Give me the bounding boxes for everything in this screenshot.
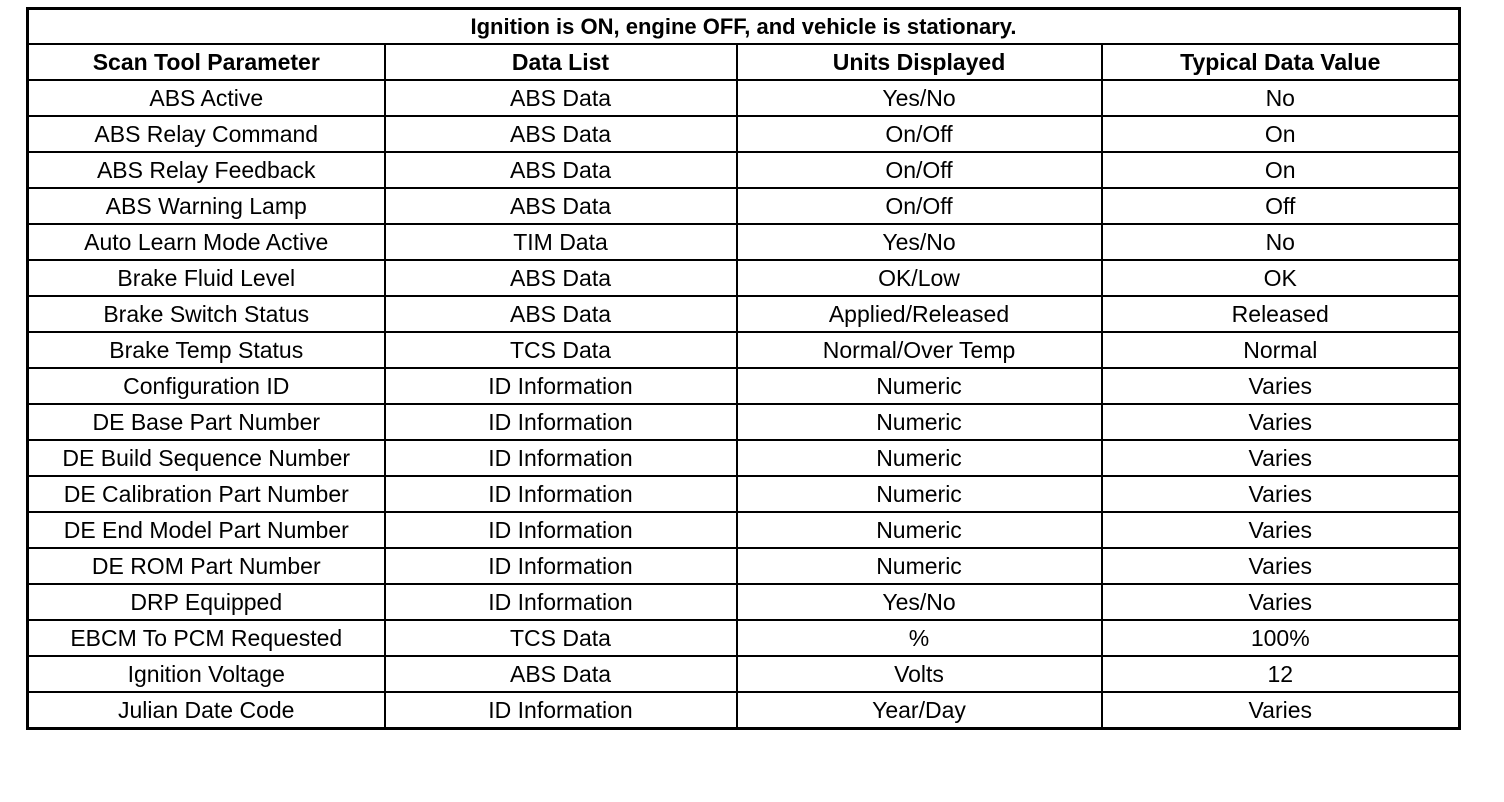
cell-units: On/Off	[737, 116, 1102, 152]
cell-data-list: ID Information	[385, 512, 737, 548]
cell-parameter: DE Base Part Number	[28, 404, 385, 440]
cell-units: Yes/No	[737, 224, 1102, 260]
cell-units: %	[737, 620, 1102, 656]
cell-parameter: ABS Active	[28, 80, 385, 116]
cell-typical-value: Released	[1102, 296, 1460, 332]
table-row	[28, 656, 1460, 692]
cell-parameter: Brake Temp Status	[28, 332, 385, 368]
header-typical-data-value: Typical Data Value	[1102, 44, 1460, 80]
cell-data-list: ID Information	[385, 692, 737, 729]
cell-typical-value: Varies	[1102, 584, 1460, 620]
cell-typical-value: OK	[1102, 260, 1460, 296]
cell-data-list: ID Information	[385, 368, 737, 404]
table-row	[28, 296, 1460, 332]
table-row	[28, 692, 1460, 729]
cell-units: Numeric	[737, 404, 1102, 440]
table-row	[28, 188, 1460, 224]
cell-typical-value: No	[1102, 224, 1460, 260]
cell-typical-value: On	[1102, 116, 1460, 152]
cell-typical-value: On	[1102, 152, 1460, 188]
cell-data-list: ABS Data	[385, 80, 737, 116]
table-row	[28, 404, 1460, 440]
cell-parameter: DE End Model Part Number	[28, 512, 385, 548]
cell-data-list: TCS Data	[385, 620, 737, 656]
scan-tool-data-table	[26, 7, 1461, 730]
cell-parameter: Configuration ID	[28, 368, 385, 404]
cell-typical-value: Varies	[1102, 476, 1460, 512]
table-caption: Ignition is ON, engine OFF, and vehicle is stationary.	[28, 9, 1460, 45]
cell-parameter: DE Build Sequence Number	[28, 440, 385, 476]
cell-units: Normal/Over Temp	[737, 332, 1102, 368]
cell-typical-value: No	[1102, 80, 1460, 116]
table-row	[28, 584, 1460, 620]
cell-typical-value: Varies	[1102, 368, 1460, 404]
cell-units: Applied/Released	[737, 296, 1102, 332]
cell-typical-value: Varies	[1102, 692, 1460, 729]
cell-units: Yes/No	[737, 584, 1102, 620]
cell-data-list: ID Information	[385, 584, 737, 620]
table-caption-row	[28, 9, 1460, 45]
cell-data-list: ABS Data	[385, 152, 737, 188]
header-units-displayed: Units Displayed	[737, 44, 1102, 80]
cell-typical-value: Varies	[1102, 404, 1460, 440]
table-row	[28, 512, 1460, 548]
table-row	[28, 332, 1460, 368]
table-row	[28, 116, 1460, 152]
cell-typical-value: Varies	[1102, 548, 1460, 584]
cell-parameter: DE ROM Part Number	[28, 548, 385, 584]
cell-units: Numeric	[737, 476, 1102, 512]
cell-data-list: ABS Data	[385, 296, 737, 332]
cell-units: Yes/No	[737, 80, 1102, 116]
cell-units: Numeric	[737, 548, 1102, 584]
cell-units: Volts	[737, 656, 1102, 692]
cell-parameter: Julian Date Code	[28, 692, 385, 729]
cell-typical-value: Normal	[1102, 332, 1460, 368]
cell-typical-value: 12	[1102, 656, 1460, 692]
cell-parameter: Ignition Voltage	[28, 656, 385, 692]
cell-parameter: DRP Equipped	[28, 584, 385, 620]
table-header-row	[28, 44, 1460, 80]
cell-parameter: ABS Relay Feedback	[28, 152, 385, 188]
table-row	[28, 476, 1460, 512]
cell-data-list: ABS Data	[385, 188, 737, 224]
cell-parameter: DE Calibration Part Number	[28, 476, 385, 512]
cell-units: On/Off	[737, 152, 1102, 188]
cell-parameter: EBCM To PCM Requested	[28, 620, 385, 656]
cell-typical-value: Varies	[1102, 440, 1460, 476]
cell-parameter: Brake Switch Status	[28, 296, 385, 332]
cell-typical-value: Off	[1102, 188, 1460, 224]
cell-typical-value: 100%	[1102, 620, 1460, 656]
cell-units: Numeric	[737, 368, 1102, 404]
header-data-list: Data List	[385, 44, 737, 80]
cell-parameter: Brake Fluid Level	[28, 260, 385, 296]
table-row	[28, 440, 1460, 476]
table-row	[28, 260, 1460, 296]
cell-data-list: ID Information	[385, 440, 737, 476]
table-row	[28, 368, 1460, 404]
cell-typical-value: Varies	[1102, 512, 1460, 548]
table-row	[28, 152, 1460, 188]
cell-units: Numeric	[737, 512, 1102, 548]
cell-units: Year/Day	[737, 692, 1102, 729]
cell-parameter: Auto Learn Mode Active	[28, 224, 385, 260]
cell-parameter: ABS Warning Lamp	[28, 188, 385, 224]
cell-data-list: ID Information	[385, 476, 737, 512]
cell-data-list: ABS Data	[385, 260, 737, 296]
cell-units: On/Off	[737, 188, 1102, 224]
cell-units: OK/Low	[737, 260, 1102, 296]
cell-data-list: ID Information	[385, 548, 737, 584]
cell-parameter: ABS Relay Command	[28, 116, 385, 152]
table-row	[28, 548, 1460, 584]
cell-units: Numeric	[737, 440, 1102, 476]
table-body	[28, 80, 1460, 729]
table-row	[28, 224, 1460, 260]
cell-data-list: TCS Data	[385, 332, 737, 368]
table-row	[28, 80, 1460, 116]
cell-data-list: TIM Data	[385, 224, 737, 260]
cell-data-list: ABS Data	[385, 656, 737, 692]
cell-data-list: ID Information	[385, 404, 737, 440]
header-scan-tool-parameter: Scan Tool Parameter	[28, 44, 385, 80]
cell-data-list: ABS Data	[385, 116, 737, 152]
table-row	[28, 620, 1460, 656]
